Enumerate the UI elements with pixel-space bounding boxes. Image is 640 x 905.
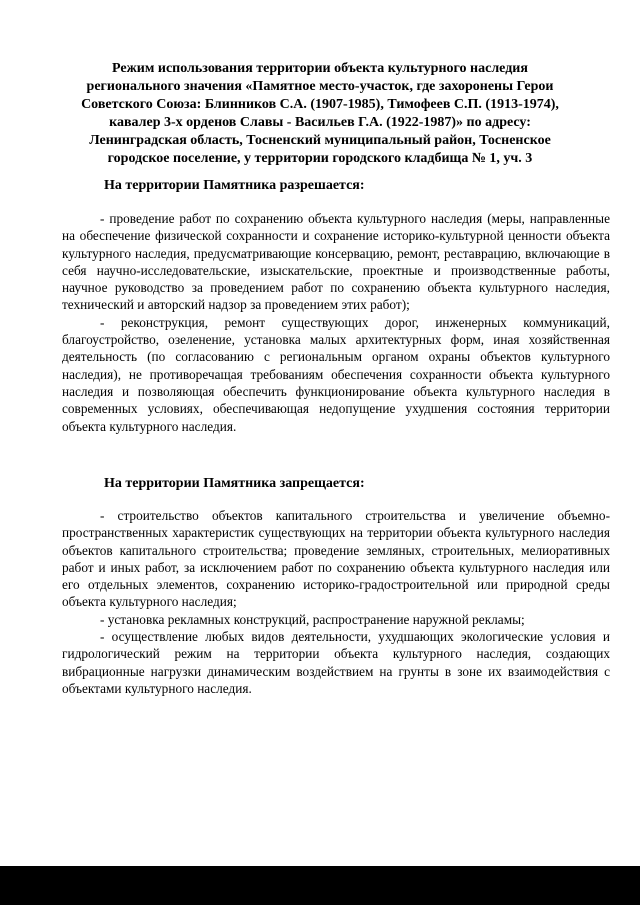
allowed-heading: На территории Памятника разрешается:	[104, 178, 365, 193]
prohibited-item-advertising: - установка рекламных конструкций, распространение наружной рекламы;	[100, 611, 525, 627]
prohibited-item-construction: - строительство объектов капитального строительства и увеличение объемно-пространственных характеристик существующих на территории объекта культурного наследия объектов капитального строительства; проведение земляных, строительных, мелиоративных работ и иных работ, за исключением работ по сохранению объекта культурного наследия или его отдельных элементов, сохранению историко-градостроительной или природной среды объекта культурного наследия;	[62, 508, 610, 610]
allowed-section	[62, 210, 610, 435]
document-title: Режим использования территории объекта культурного наследия регионального значения «Памятное место-участок, где захоронены Герои Советского Союза: Блинников С.А. (1907-1985), Тимофеев С.П. (1913-1974), кавалер 3-х орденов Славы - Васильев Г.А. (1922-1987)» по адресу: Ленинградская область, Тосненский муниципальный район, Тосненское городское поселение, у территории городского кладбища № 1, уч. 3	[81, 61, 559, 166]
allowed-item-reconstruction: - реконструкция, ремонт существующих дорог, инженерных коммуникаций, благоустройство, озеленение, установка малых архитектурных форм, иная хозяйственная деятельность (по согласованию с региональным органом охраны объектов культурного наследия), не противоречащая требованиям обеспечения сохранности объекта культурного наследия и позволяющая обеспечить функционирование объекта культурного наследия в современных условиях, обеспечивающая недопущение ухудшения состояния территории объекта культурного наследия.	[62, 314, 610, 434]
prohibited-heading: На территории Памятника запрещается:	[104, 476, 365, 491]
allowed-item-works: - проведение работ по сохранению объекта культурного наследия (меры, направленные на обеспечение физической сохранности и сохранение историко-культурной ценности объекта культурного наследия, предусматривающие консервацию, ремонт, реставрацию, включающие в себя научно-исследовательские, изыскательские, проектные и производственные работы, научное руководство за проведением работ по сохранению объекта культурного наследия, технический и авторский надзор за проведением этих работ);	[62, 211, 610, 313]
scan-bottom-border	[0, 866, 640, 905]
prohibited-item-ecology: - осуществление любых видов деятельности, ухудшающих экологические условия и гидрологический режим на территории объекта культурного наследия, создающих вибрационные нагрузки динамическим воздействием на грунты в зоне их взаимодействия с объектами культурного наследия.	[62, 629, 610, 696]
prohibited-section	[62, 507, 610, 697]
